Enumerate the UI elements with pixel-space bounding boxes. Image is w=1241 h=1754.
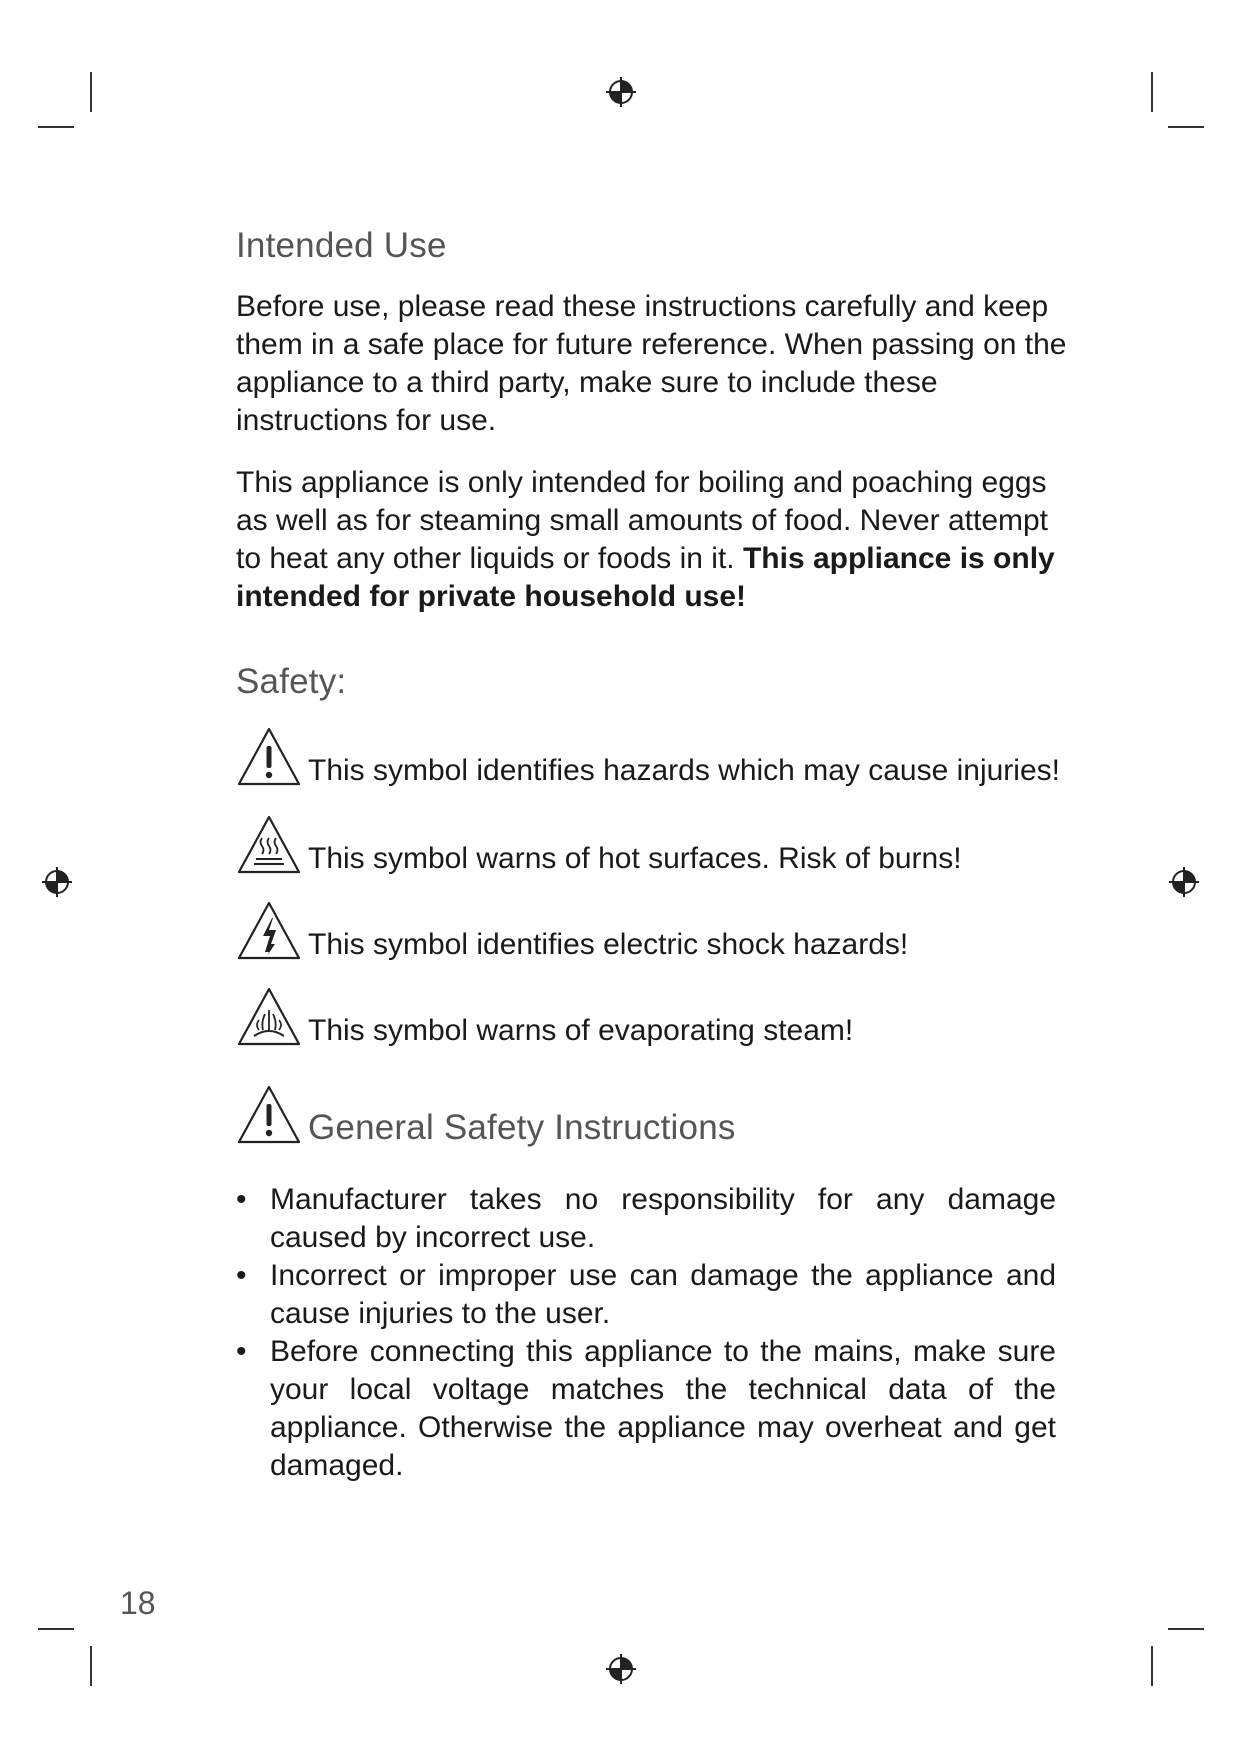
- crop-mark: [1151, 1646, 1153, 1686]
- symbol-text-injury: This symbol identifies hazards which may cause injuries!: [308, 754, 1060, 787]
- registration-mark-icon: [1167, 865, 1201, 899]
- electric-shock-warning-icon: [236, 900, 302, 962]
- general-safety-heading: General Safety Instructions: [308, 1108, 736, 1147]
- hot-surface-warning-icon: [236, 814, 302, 876]
- crop-mark: [1168, 126, 1204, 128]
- intended-use-paragraph-1: Before use, please read these instructions carefully and keep them in a safe place for future reference. When passing on the appliance to a third party, make sure to include these instructions for use.: [236, 290, 1067, 437]
- steam-warning-icon: [236, 986, 302, 1048]
- exclamation-warning-icon: [236, 1084, 302, 1146]
- crop-mark: [90, 1646, 92, 1686]
- list-item: • Incorrect or improper use can damage the appliance and cause injuries to the user.: [236, 1257, 1056, 1333]
- intended-use-paragraph-2: [236, 464, 1076, 616]
- registration-mark-icon: [40, 865, 74, 899]
- symbol-text-electric: This symbol identifies electric shock hazards!: [308, 928, 909, 961]
- exclamation-warning-icon: [236, 726, 302, 788]
- page-number: 18: [120, 1585, 156, 1621]
- private-use-notice: This appliance is only intended for private household use!: [236, 542, 1055, 613]
- symbol-text-hot-surface: This symbol warns of hot surfaces. Risk of burns!: [308, 842, 962, 875]
- intended-use-heading: Intended Use: [236, 226, 447, 265]
- crop-mark: [38, 1628, 74, 1630]
- safety-heading: Safety:: [236, 662, 347, 701]
- intended-use-paragraph-2-text: This appliance is only intended for boiling and poaching eggs as well as for steaming small amounts of food. Never attempt to heat any other liquids or foods in it.: [236, 466, 1049, 575]
- crop-mark: [1168, 1628, 1204, 1630]
- intended-use-section: [236, 226, 1076, 616]
- registration-mark-icon: [604, 1652, 638, 1686]
- symbol-text-steam: This symbol warns of evaporating steam!: [308, 1014, 854, 1047]
- list-item: • Manufacturer takes no responsibility for any damage caused by incorrect use.: [236, 1181, 1056, 1257]
- crop-mark: [90, 72, 92, 112]
- crop-mark: [1151, 72, 1153, 112]
- general-safety-list: [236, 1181, 1056, 1485]
- crop-mark: [38, 126, 74, 128]
- list-item: • Before connecting this appliance to the mains, make sure your local voltage matches the technical data of the appliance. Otherwise the appliance may overheat and get damaged.: [236, 1333, 1056, 1485]
- registration-mark-icon: [604, 75, 638, 109]
